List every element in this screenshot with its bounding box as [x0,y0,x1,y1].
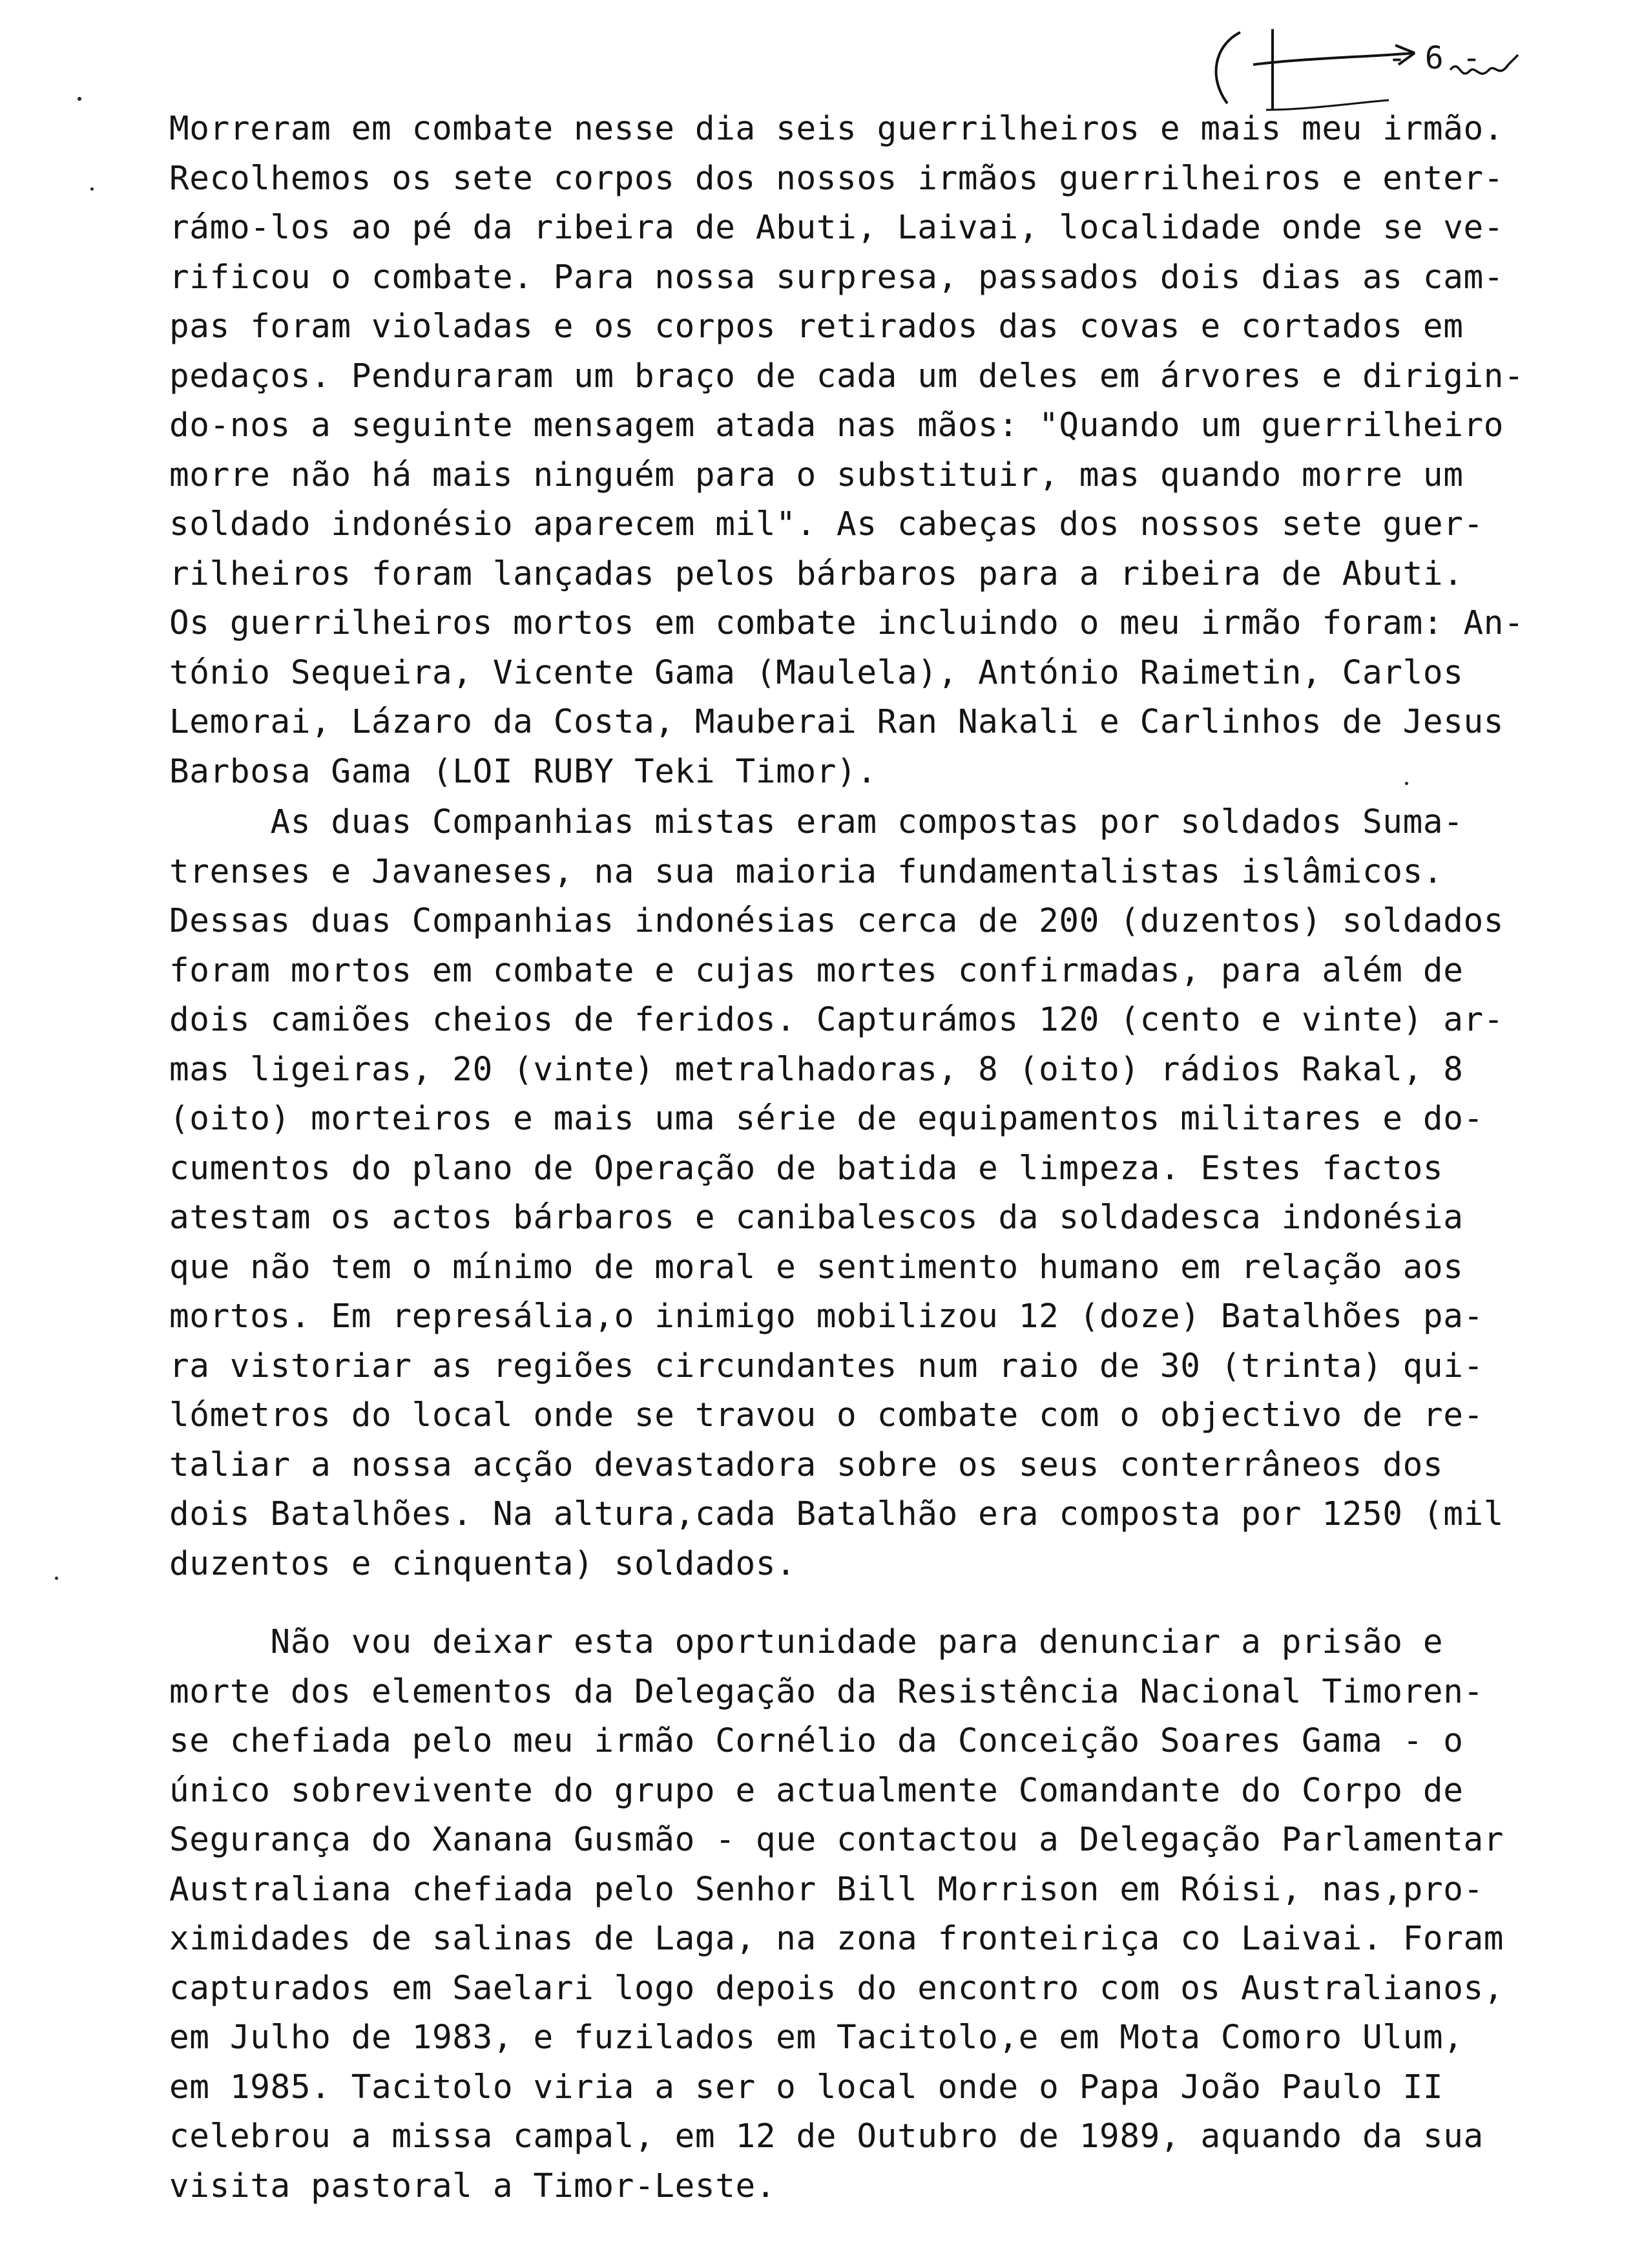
scan-speck [1405,782,1408,785]
text-line: ra vistoriar as regiões circundantes num raio de 30 (trinta) qui- [169,1347,1484,1385]
text-line: morte dos elementos da Delegação da Resistência Nacional Timoren- [169,1673,1484,1711]
text-line: Dessas duas Companhias indonésias cerca de 200 (duzentos) soldados [169,902,1504,940]
text-line: rilheiros foram lançadas pelos bárbaros para a ribeira de Abuti. [169,555,1464,593]
handwritten-signature [1201,19,1563,116]
text-line: lómetros do local onde se travou o combate com o objectivo de re- [169,1396,1484,1434]
scan-speck [90,187,94,191]
text-line: ximidades de salinas de Laga, na zona fronteiriça co Laivai. Foram [169,1920,1504,1958]
text-line: Segurança do Xanana Gusmão - que contactou a Delegação Parlamentar [169,1821,1504,1859]
text-line: em Julho de 1983, e fuzilados em Tacitolo,e em Mota Comoro Ulum, [169,2019,1464,2057]
text-line: único sobrevivente do grupo e actualmente Comandante do Corpo de [169,1772,1464,1810]
text-line: Os guerrilheiros mortos em combate incluindo o meu irmão foram: An- [169,604,1524,642]
text-line: rificou o combate. Para nossa surpresa, passados dois dias as cam- [169,258,1504,297]
text-line: taliar a nossa acção devastadora sobre os seus conterrâneos dos [169,1446,1444,1484]
text-line: que não tem o mínimo de moral e sentimento humano em relação aos [169,1248,1464,1286]
text-line: se chefiada pelo meu irmão Cornélio da Conceição Soares Gama - o [169,1722,1464,1760]
text-line: capturados em Saelari logo depois do encontro com os Australianos, [169,1969,1504,2008]
text-line: cumentos do plano de Operação de batida e limpeza. Estes factos [169,1150,1444,1188]
text-line: mas ligeiras, 20 (vinte) metralhadoras, 8 (oito) rádios Rakal, 8 [169,1051,1464,1089]
text-line: trenses e Javaneses, na sua maioria fundamentalistas islâmicos. [169,853,1444,891]
text-line: dois camiões cheios de feridos. Capturámos 120 (cento e vinte) ar- [169,1001,1504,1039]
text-line: celebrou a missa campal, em 12 de Outubro de 1989, aquando da sua [169,2117,1484,2156]
text-line: tónio Sequeira, Vicente Gama (Maulela), António Raimetin, Carlos [169,654,1464,692]
text-line: soldado indonésio aparecem mil". As cabeças dos nossos sete guer- [169,505,1484,543]
text-line: do-nos a seguinte mensagem atada nas mãos: "Quando um guerrilheiro [169,406,1504,445]
text-line: As duas Companhias mistas eram compostas por soldados Suma- [169,803,1464,841]
text-line: duzentos e cinquenta) soldados. [169,1545,796,1583]
text-line: Não vou deixar esta oportunidade para denunciar a prisão e [169,1623,1444,1661]
scan-speck [78,97,81,101]
text-line: Lemorai, Lázaro da Costa, Mauberai Ran Nakali e Carlinhos de Jesus [169,703,1504,741]
text-line: (oito) morteiros e mais uma série de equipamentos militares e do- [169,1100,1484,1138]
text-line: Recolhemos os sete corpos dos nossos irmãos guerrilheiros e enter- [169,160,1504,198]
text-line: Barbosa Gama (LOI RUBY Teki Timor). [169,753,877,791]
page-number: - 6 - [1388,40,1481,76]
text-line: dois Batalhões. Na altura,cada Batalhão era composta por 1250 (mil [169,1495,1504,1533]
text-line: foram mortos em combate e cujas mortes confirmadas, para além de [169,952,1464,990]
text-line: pas foram violadas e os corpos retirados das covas e cortados em [169,308,1464,346]
text-line: Morreram em combate nesse dia seis guerrilheiros e mais meu irmão. [169,110,1504,148]
text-line: rámo-los ao pé da ribeira de Abuti, Laivai, localidade onde se ve- [169,209,1504,247]
text-line: visita pastoral a Timor-Leste. [169,2167,776,2205]
scan-speck [55,1577,58,1580]
text-line: morre não há mais ninguém para o substituir, mas quando morre um [169,456,1464,494]
text-line: em 1985. Tacitolo viria a ser o local onde o Papa João Paulo II [169,2068,1444,2106]
text-line: atestam os actos bárbaros e canibalescos da soldadesca indonésia [169,1199,1464,1237]
text-line: Australiana chefiada pelo Senhor Bill Morrison em Róisi, nas,pro- [169,1871,1484,1909]
text-line: mortos. Em represália,o inimigo mobilizou 12 (doze) Batalhões pa- [169,1297,1484,1336]
text-line: pedaços. Penduraram um braço de cada um deles em árvores e dirigin- [169,357,1524,395]
